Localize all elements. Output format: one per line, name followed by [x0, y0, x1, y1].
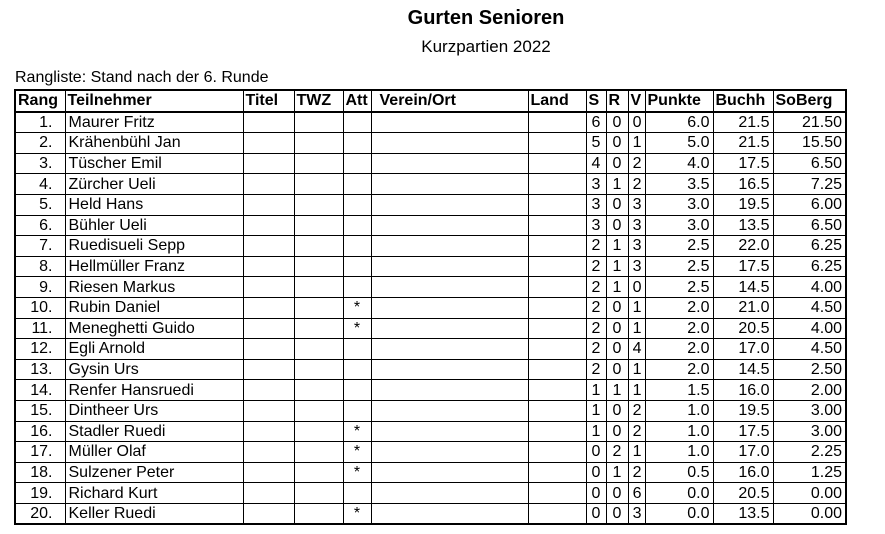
cell-verein-ort: [371, 442, 528, 463]
cell-rang: 3.: [15, 153, 65, 174]
cell-land: [528, 442, 586, 463]
cell-rang: 19.: [15, 483, 65, 504]
table-row: [15, 194, 846, 215]
cell-titel: [243, 462, 294, 483]
cell-twz: [294, 339, 343, 360]
cell-titel: [243, 215, 294, 236]
cell-s: 0: [586, 483, 606, 504]
cell-rang: 10.: [15, 297, 65, 318]
cell-buchh: 17.5: [713, 153, 773, 174]
cell-punkte: 2.0: [645, 359, 713, 380]
cell-s: 2: [586, 236, 606, 257]
cell-land: [528, 153, 586, 174]
cell-v: 0: [628, 277, 645, 298]
cell-att: [343, 277, 371, 298]
cell-rang: 1.: [15, 112, 65, 133]
cell-twz: [294, 297, 343, 318]
cell-v: 3: [628, 503, 645, 524]
cell-land: [528, 318, 586, 339]
cell-rang: 6.: [15, 215, 65, 236]
cell-titel: [243, 483, 294, 504]
cell-titel: [243, 256, 294, 277]
cell-buchh: 13.5: [713, 503, 773, 524]
col-header-teilnehmer: Teilnehmer: [65, 90, 243, 112]
cell-soberg: 2.50: [773, 359, 846, 380]
cell-v: 1: [628, 359, 645, 380]
cell-v: 4: [628, 339, 645, 360]
cell-punkte: 3.0: [645, 215, 713, 236]
cell-r: 0: [606, 215, 628, 236]
cell-soberg: 6.25: [773, 236, 846, 257]
cell-twz: [294, 133, 343, 154]
cell-soberg: 2.25: [773, 442, 846, 463]
cell-rang: 17.: [15, 442, 65, 463]
cell-verein-ort: [371, 421, 528, 442]
cell-v: 2: [628, 421, 645, 442]
cell-twz: [294, 442, 343, 463]
cell-soberg: 6.00: [773, 194, 846, 215]
table-row: [15, 215, 846, 236]
table-row: [15, 297, 846, 318]
cell-att: [343, 483, 371, 504]
table-row: [15, 483, 846, 504]
cell-punkte: 1.5: [645, 380, 713, 401]
cell-rang: 9.: [15, 277, 65, 298]
cell-soberg: 3.00: [773, 400, 846, 421]
table-row: [15, 400, 846, 421]
cell-soberg: 3.00: [773, 421, 846, 442]
cell-punkte: 1.0: [645, 400, 713, 421]
cell-twz: [294, 359, 343, 380]
col-header-punkte: Punkte: [645, 90, 713, 112]
cell-teilnehmer: Egli Arnold: [65, 339, 243, 360]
cell-v: 1: [628, 133, 645, 154]
table-row: [15, 318, 846, 339]
cell-soberg: 15.50: [773, 133, 846, 154]
cell-verein-ort: [371, 174, 528, 195]
cell-buchh: 20.5: [713, 483, 773, 504]
cell-v: 0: [628, 112, 645, 133]
table-row: [15, 503, 846, 524]
cell-att: [343, 400, 371, 421]
cell-punkte: 1.0: [645, 442, 713, 463]
cell-buchh: 17.5: [713, 421, 773, 442]
table-row: [15, 133, 846, 154]
cell-soberg: 6.50: [773, 153, 846, 174]
cell-s: 2: [586, 297, 606, 318]
cell-soberg: 6.25: [773, 256, 846, 277]
cell-buchh: 19.5: [713, 400, 773, 421]
cell-rang: 11.: [15, 318, 65, 339]
cell-s: 3: [586, 174, 606, 195]
cell-punkte: 0.0: [645, 483, 713, 504]
cell-s: 2: [586, 318, 606, 339]
cell-punkte: 0.5: [645, 462, 713, 483]
cell-att: *: [343, 442, 371, 463]
cell-punkte: 5.0: [645, 133, 713, 154]
cell-v: 2: [628, 153, 645, 174]
cell-buchh: 17.5: [713, 256, 773, 277]
cell-punkte: 1.0: [645, 421, 713, 442]
cell-land: [528, 380, 586, 401]
cell-land: [528, 112, 586, 133]
table-row: [15, 442, 846, 463]
cell-titel: [243, 297, 294, 318]
cell-titel: [243, 380, 294, 401]
cell-twz: [294, 174, 343, 195]
cell-att: [343, 236, 371, 257]
cell-verein-ort: [371, 503, 528, 524]
cell-verein-ort: [371, 400, 528, 421]
cell-titel: [243, 442, 294, 463]
cell-punkte: 4.0: [645, 153, 713, 174]
cell-r: 0: [606, 503, 628, 524]
cell-v: 1: [628, 380, 645, 401]
cell-titel: [243, 277, 294, 298]
cell-buchh: 16.0: [713, 462, 773, 483]
cell-att: [343, 112, 371, 133]
cell-punkte: 2.5: [645, 277, 713, 298]
cell-buchh: 16.0: [713, 380, 773, 401]
cell-s: 5: [586, 133, 606, 154]
cell-r: 0: [606, 421, 628, 442]
cell-teilnehmer: Bühler Ueli: [65, 215, 243, 236]
cell-twz: [294, 153, 343, 174]
cell-att: *: [343, 462, 371, 483]
cell-v: 3: [628, 256, 645, 277]
table-row: [15, 359, 846, 380]
cell-twz: [294, 483, 343, 504]
cell-buchh: 22.0: [713, 236, 773, 257]
cell-att: [343, 339, 371, 360]
cell-verein-ort: [371, 380, 528, 401]
page-title: Gurten Senioren: [407, 7, 565, 29]
cell-soberg: 2.00: [773, 380, 846, 401]
cell-verein-ort: [371, 483, 528, 504]
cell-teilnehmer: Renfer Hansruedi: [65, 380, 243, 401]
cell-teilnehmer: Held Hans: [65, 194, 243, 215]
cell-s: 0: [586, 462, 606, 483]
cell-buchh: 16.5: [713, 174, 773, 195]
cell-titel: [243, 112, 294, 133]
cell-titel: [243, 133, 294, 154]
cell-teilnehmer: Rubin Daniel: [65, 297, 243, 318]
cell-v: 1: [628, 442, 645, 463]
cell-verein-ort: [371, 297, 528, 318]
cell-buchh: 13.5: [713, 215, 773, 236]
cell-teilnehmer: Keller Ruedi: [65, 503, 243, 524]
cell-land: [528, 133, 586, 154]
cell-rang: 16.: [15, 421, 65, 442]
cell-verein-ort: [371, 153, 528, 174]
col-header-s: S: [586, 90, 606, 112]
cell-twz: [294, 112, 343, 133]
cell-twz: [294, 462, 343, 483]
cell-titel: [243, 400, 294, 421]
cell-soberg: 0.00: [773, 483, 846, 504]
cell-soberg: 7.25: [773, 174, 846, 195]
cell-land: [528, 421, 586, 442]
cell-buchh: 17.0: [713, 442, 773, 463]
cell-land: [528, 215, 586, 236]
cell-att: *: [343, 297, 371, 318]
table-row: [15, 421, 846, 442]
cell-soberg: 0.00: [773, 503, 846, 524]
cell-buchh: 14.5: [713, 277, 773, 298]
cell-att: [343, 256, 371, 277]
cell-r: 0: [606, 318, 628, 339]
table-row: [15, 236, 846, 257]
cell-land: [528, 256, 586, 277]
page-subtitle: Kurzpartien 2022: [421, 37, 551, 56]
cell-att: [343, 153, 371, 174]
cell-v: 1: [628, 318, 645, 339]
cell-verein-ort: [371, 256, 528, 277]
cell-teilnehmer: Stadler Ruedi: [65, 421, 243, 442]
cell-twz: [294, 194, 343, 215]
table-row: [15, 256, 846, 277]
col-header-att: Att: [343, 90, 371, 112]
cell-verein-ort: [371, 236, 528, 257]
cell-land: [528, 503, 586, 524]
cell-rang: 18.: [15, 462, 65, 483]
cell-att: [343, 194, 371, 215]
cell-verein-ort: [371, 318, 528, 339]
cell-r: 0: [606, 339, 628, 360]
cell-r: 0: [606, 112, 628, 133]
cell-s: 2: [586, 277, 606, 298]
cell-rang: 2.: [15, 133, 65, 154]
cell-verein-ort: [371, 133, 528, 154]
cell-punkte: 2.0: [645, 318, 713, 339]
cell-land: [528, 194, 586, 215]
col-header-soberg: SoBerg: [773, 90, 846, 112]
cell-verein-ort: [371, 359, 528, 380]
cell-titel: [243, 339, 294, 360]
ranking-table: [14, 89, 847, 525]
cell-rang: 5.: [15, 194, 65, 215]
cell-r: 0: [606, 400, 628, 421]
cell-titel: [243, 194, 294, 215]
cell-punkte: 2.0: [645, 339, 713, 360]
cell-titel: [243, 153, 294, 174]
cell-verein-ort: [371, 462, 528, 483]
cell-v: 2: [628, 400, 645, 421]
ranking-caption: Rangliste: Stand nach der 6. Runde: [15, 69, 269, 86]
cell-titel: [243, 236, 294, 257]
cell-verein-ort: [371, 215, 528, 236]
cell-s: 1: [586, 400, 606, 421]
col-header-verein-ort: Verein/Ort: [371, 90, 528, 112]
cell-teilnehmer: Zürcher Ueli: [65, 174, 243, 195]
cell-teilnehmer: Tüscher Emil: [65, 153, 243, 174]
cell-r: 0: [606, 359, 628, 380]
table-row: [15, 277, 846, 298]
cell-s: 6: [586, 112, 606, 133]
cell-punkte: 6.0: [645, 112, 713, 133]
cell-land: [528, 277, 586, 298]
cell-twz: [294, 380, 343, 401]
col-header-r: R: [606, 90, 628, 112]
cell-land: [528, 359, 586, 380]
cell-teilnehmer: Meneghetti Guido: [65, 318, 243, 339]
col-header-land: Land: [528, 90, 586, 112]
cell-rang: 8.: [15, 256, 65, 277]
cell-land: [528, 297, 586, 318]
cell-v: 3: [628, 215, 645, 236]
cell-rang: 20.: [15, 503, 65, 524]
table-row: [15, 174, 846, 195]
cell-twz: [294, 400, 343, 421]
cell-verein-ort: [371, 277, 528, 298]
table-row: [15, 112, 846, 133]
table-header-row: [15, 90, 846, 112]
cell-att: [343, 359, 371, 380]
cell-soberg: 6.50: [773, 215, 846, 236]
cell-att: [343, 380, 371, 401]
cell-soberg: 21.50: [773, 112, 846, 133]
cell-soberg: 1.25: [773, 462, 846, 483]
table-row: [15, 339, 846, 360]
cell-r: 1: [606, 277, 628, 298]
cell-r: 1: [606, 380, 628, 401]
cell-twz: [294, 421, 343, 442]
cell-verein-ort: [371, 194, 528, 215]
cell-v: 2: [628, 174, 645, 195]
cell-v: 6: [628, 483, 645, 504]
cell-v: 3: [628, 236, 645, 257]
cell-titel: [243, 318, 294, 339]
cell-r: 0: [606, 194, 628, 215]
cell-r: 1: [606, 256, 628, 277]
table-row: [15, 462, 846, 483]
cell-punkte: 2.0: [645, 297, 713, 318]
cell-teilnehmer: Gysin Urs: [65, 359, 243, 380]
cell-s: 3: [586, 215, 606, 236]
col-header-buchh: Buchh: [713, 90, 773, 112]
cell-s: 0: [586, 503, 606, 524]
cell-rang: 4.: [15, 174, 65, 195]
col-header-twz: TWZ: [294, 90, 343, 112]
cell-s: 2: [586, 339, 606, 360]
cell-s: 4: [586, 153, 606, 174]
cell-rang: 12.: [15, 339, 65, 360]
cell-punkte: 2.5: [645, 236, 713, 257]
cell-twz: [294, 277, 343, 298]
cell-verein-ort: [371, 112, 528, 133]
cell-twz: [294, 215, 343, 236]
col-header-titel: Titel: [243, 90, 294, 112]
cell-r: 1: [606, 236, 628, 257]
cell-att: [343, 215, 371, 236]
cell-r: 1: [606, 462, 628, 483]
cell-r: 0: [606, 483, 628, 504]
cell-punkte: 0.0: [645, 503, 713, 524]
cell-r: 1: [606, 174, 628, 195]
cell-twz: [294, 503, 343, 524]
cell-att: [343, 133, 371, 154]
table-row: [15, 153, 846, 174]
cell-r: 0: [606, 297, 628, 318]
cell-s: 0: [586, 442, 606, 463]
col-header-v: V: [628, 90, 645, 112]
cell-buchh: 19.5: [713, 194, 773, 215]
cell-teilnehmer: Sulzener Peter: [65, 462, 243, 483]
cell-land: [528, 174, 586, 195]
cell-soberg: 4.50: [773, 339, 846, 360]
cell-att: *: [343, 503, 371, 524]
cell-buchh: 21.0: [713, 297, 773, 318]
cell-teilnehmer: Dintheer Urs: [65, 400, 243, 421]
cell-att: *: [343, 421, 371, 442]
cell-rang: 15.: [15, 400, 65, 421]
cell-teilnehmer: Ruedisueli Sepp: [65, 236, 243, 257]
cell-land: [528, 483, 586, 504]
cell-s: 1: [586, 421, 606, 442]
cell-rang: 7.: [15, 236, 65, 257]
cell-r: 2: [606, 442, 628, 463]
cell-s: 3: [586, 194, 606, 215]
cell-soberg: 4.00: [773, 277, 846, 298]
cell-v: 2: [628, 462, 645, 483]
cell-att: [343, 174, 371, 195]
cell-twz: [294, 256, 343, 277]
cell-teilnehmer: Müller Olaf: [65, 442, 243, 463]
cell-rang: 13.: [15, 359, 65, 380]
cell-soberg: 4.50: [773, 297, 846, 318]
cell-twz: [294, 236, 343, 257]
cell-buchh: 17.0: [713, 339, 773, 360]
cell-buchh: 21.5: [713, 133, 773, 154]
cell-teilnehmer: Maurer Fritz: [65, 112, 243, 133]
cell-land: [528, 236, 586, 257]
cell-punkte: 2.5: [645, 256, 713, 277]
cell-buchh: 14.5: [713, 359, 773, 380]
cell-titel: [243, 503, 294, 524]
cell-land: [528, 462, 586, 483]
cell-v: 3: [628, 194, 645, 215]
cell-s: 2: [586, 359, 606, 380]
cell-att: *: [343, 318, 371, 339]
cell-land: [528, 400, 586, 421]
cell-titel: [243, 174, 294, 195]
cell-s: 1: [586, 380, 606, 401]
table-row: [15, 380, 846, 401]
cell-verein-ort: [371, 339, 528, 360]
cell-r: 0: [606, 133, 628, 154]
cell-twz: [294, 318, 343, 339]
cell-rang: 14.: [15, 380, 65, 401]
cell-teilnehmer: Riesen Markus: [65, 277, 243, 298]
cell-punkte: 3.0: [645, 194, 713, 215]
cell-teilnehmer: Richard Kurt: [65, 483, 243, 504]
cell-v: 1: [628, 297, 645, 318]
cell-titel: [243, 421, 294, 442]
cell-titel: [243, 359, 294, 380]
cell-soberg: 4.00: [773, 318, 846, 339]
cell-s: 2: [586, 256, 606, 277]
cell-buchh: 20.5: [713, 318, 773, 339]
cell-buchh: 21.5: [713, 112, 773, 133]
cell-punkte: 3.5: [645, 174, 713, 195]
cell-r: 0: [606, 153, 628, 174]
col-header-rang: Rang: [15, 90, 65, 112]
cell-teilnehmer: Krähenbühl Jan: [65, 133, 243, 154]
cell-teilnehmer: Hellmüller Franz: [65, 256, 243, 277]
cell-land: [528, 339, 586, 360]
